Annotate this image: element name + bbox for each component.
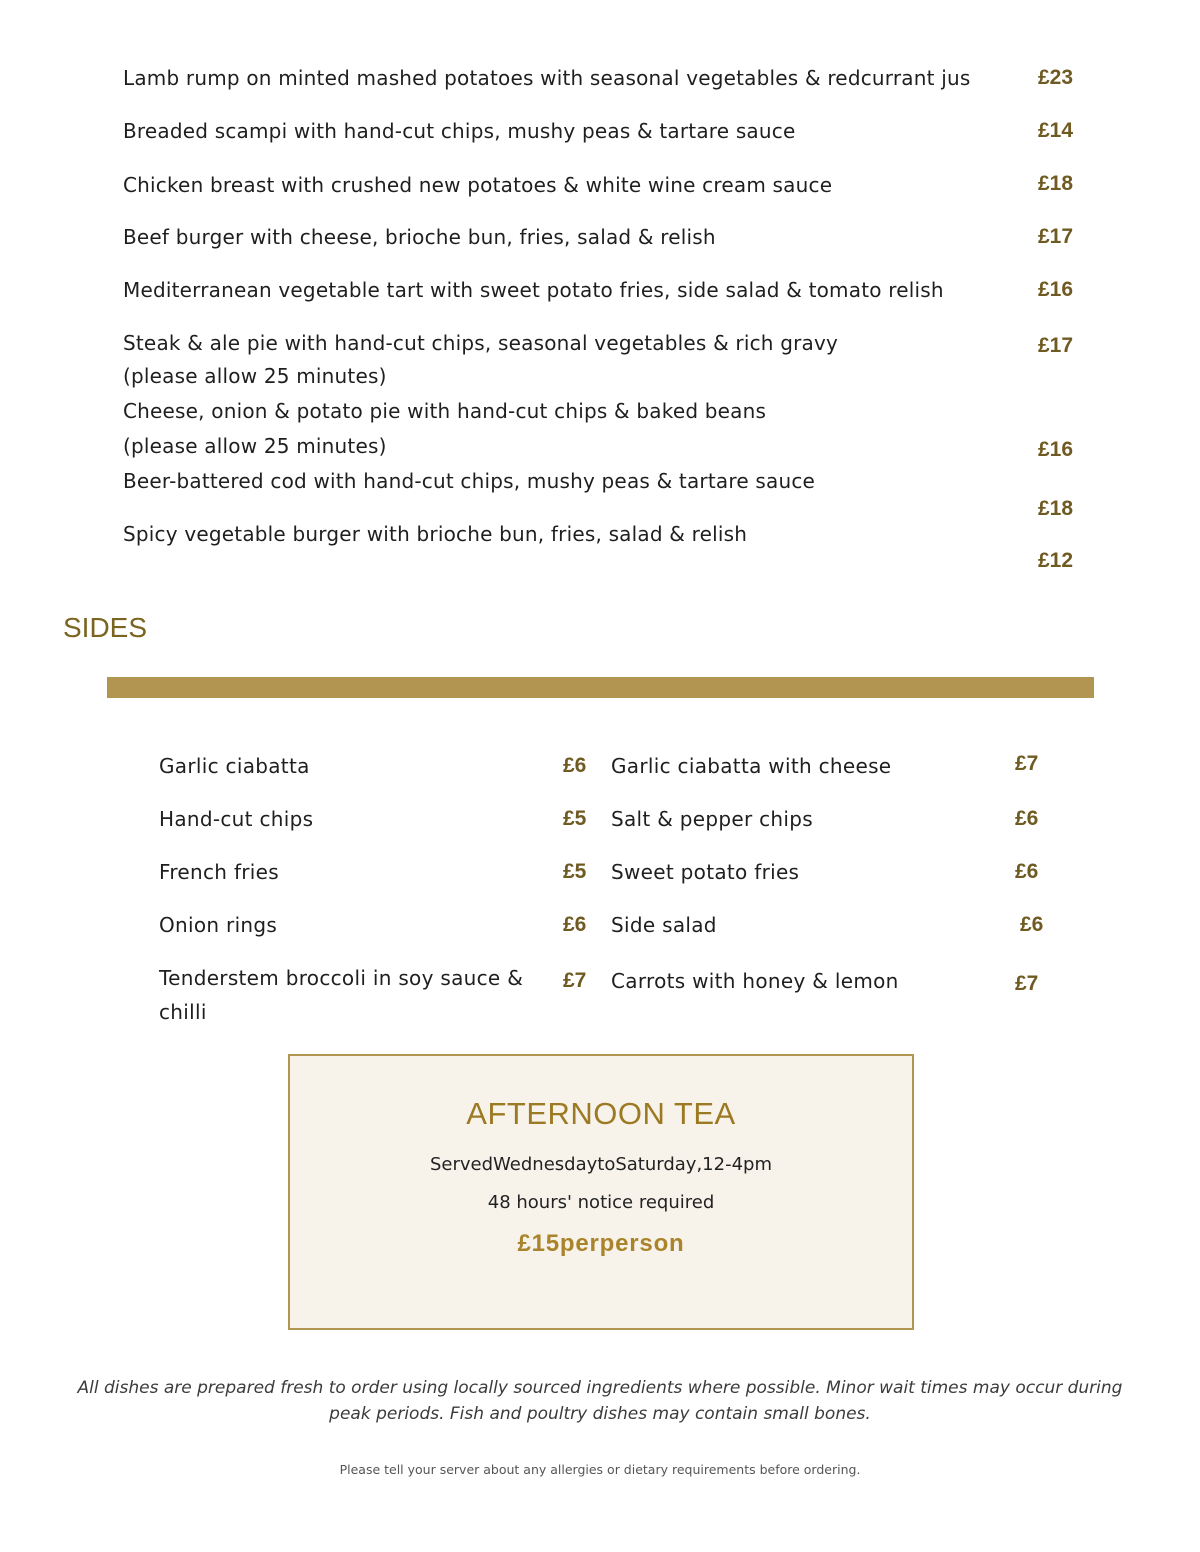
main-item-name: Lamb rump on minted mashed potatoes with seasonal vegetables & redcurrant jus: [123, 66, 971, 90]
afternoon-tea-price: £15perperson: [517, 1230, 685, 1257]
main-item-name: Chicken breast with crushed new potatoes & white wine cream sauce: [123, 173, 833, 197]
side-item-name: Hand-cut chips: [159, 807, 314, 831]
side-item-name: Carrots with honey & lemon: [611, 969, 899, 993]
side-item-name: Sweet potato fries: [611, 860, 800, 884]
main-item-note: (please allow 25 minutes): [123, 364, 387, 388]
side-item-price: £6: [1015, 860, 1039, 883]
main-item-name: Beef burger with cheese, brioche bun, fries, salad & relish: [123, 225, 716, 249]
afternoon-tea-box: [288, 1054, 914, 1330]
main-item-name: Steak & ale pie with hand-cut chips, seasonal vegetables & rich gravy: [123, 331, 839, 355]
side-item-price: £7: [1015, 972, 1039, 995]
main-item-name: Spicy vegetable burger with brioche bun, fries, salad & relish: [123, 522, 748, 546]
main-item-price: £17: [1038, 225, 1074, 248]
main-item-price: £14: [1038, 119, 1074, 142]
side-item-price: £6: [1020, 913, 1044, 936]
main-item-price: £18: [1038, 497, 1074, 520]
side-item-price: £5: [563, 807, 587, 830]
side-item-name: Side salad: [611, 913, 717, 937]
main-item-price: £17: [1038, 334, 1074, 357]
side-item-price: £7: [1015, 752, 1039, 775]
allergy-note: Please tell your server about any allergies or dietary requirements before ordering.: [339, 1462, 861, 1477]
afternoon-tea-title: AFTERNOON TEA: [466, 1096, 736, 1131]
main-item-price: £18: [1038, 172, 1074, 195]
side-item-name: Salt & pepper chips: [611, 807, 813, 831]
afternoon-tea-schedule: ServedWednesdaytoSaturday,12-4pm: [430, 1154, 772, 1175]
main-item-name: Breaded scampi with hand-cut chips, mushy peas & tartare sauce: [123, 119, 796, 143]
side-item-price: £7: [563, 969, 587, 992]
side-item-price: £6: [1015, 807, 1039, 830]
side-item-price: £6: [563, 754, 587, 777]
main-item-name: Cheese, onion & potato pie with hand-cut chips & baked beans: [123, 399, 767, 423]
disclaimer-text: All dishes are prepared fresh to order using locally sourced ingredients where possible. Minor wait times may occur during peak periods. Fish and poultry dishes may contain small bones.: [77, 1378, 1123, 1424]
afternoon-tea-notice: 48 hours' notice required: [487, 1192, 715, 1213]
side-item-name: Garlic ciabatta with cheese: [611, 754, 892, 778]
main-item-name: Mediterranean vegetable tart with sweet potato fries, side salad & tomato relish: [123, 278, 944, 302]
main-item-price: £12: [1038, 549, 1074, 572]
main-item-note: (please allow 25 minutes): [123, 434, 387, 458]
side-item-name: Onion rings: [159, 913, 278, 937]
side-item-price: £6: [563, 913, 587, 936]
side-item-name: Garlic ciabatta: [159, 754, 310, 778]
sides-heading: SIDES: [63, 612, 148, 643]
main-item-price: £16: [1038, 278, 1074, 301]
section-divider: [107, 677, 1094, 698]
main-item-price: £16: [1038, 438, 1074, 461]
main-item-name: Beer-battered cod with hand-cut chips, mushy peas & tartare sauce: [123, 469, 816, 493]
side-item-price: £5: [563, 860, 587, 883]
main-item-price: £23: [1038, 66, 1074, 89]
side-item-name: French fries: [159, 860, 279, 884]
side-item-name: Tenderstem broccoli in soy sauce & chilli: [159, 966, 524, 1024]
